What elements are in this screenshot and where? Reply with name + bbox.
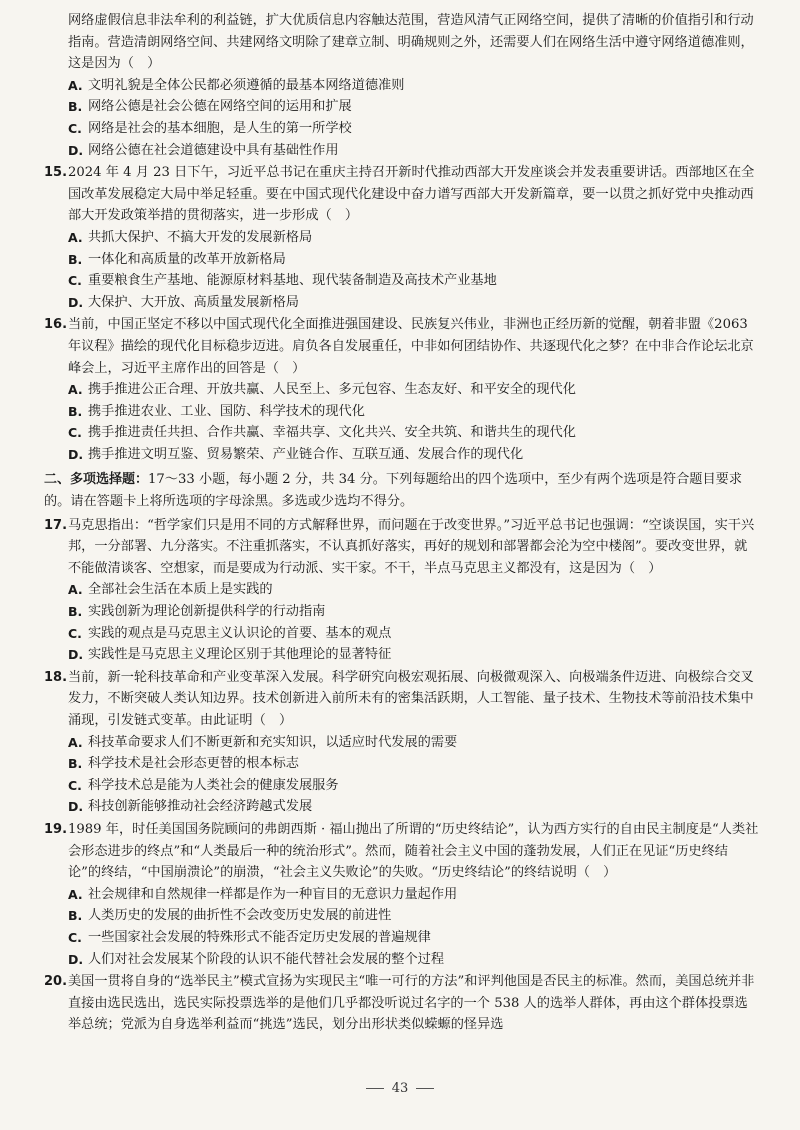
option-letter: C. — [68, 273, 82, 289]
option-text: 科技创新能够推动社会经济跨越式发展 — [88, 799, 313, 815]
question-15 — [44, 162, 760, 227]
question-14-stem: 网络虚假信息非法牟利的利益链，扩大优质信息内容触达范围，营造风清气正网络空间，提供了清晰的价值指引和行动指南。营造清朗网络空间、共建网络文明除了建章立制、明确规则之外，还需要人们在网络生活中遵守网络道德准则，这是因为（ ） — [68, 13, 754, 72]
option-letter: B. — [68, 403, 83, 419]
option-letter: D. — [68, 446, 84, 462]
question-stem: 当前，新一轮科技革命和产业变革深入发展。科学研究向极宏观拓展、向极微观深入、向极端条件迈进、向极综合交叉发力，不断突破人类认知边界。技术创新进入前所未有的密集活跃期，人工智能、量子技术、生物技术等前沿技术集中涌现，引发链式变革。由此证明（ ） — [68, 669, 754, 728]
option-c[interactable] — [68, 118, 760, 140]
option-text: 社会规律和自然规律一样都是作为一种盲目的无意识力量起作用 — [88, 886, 458, 902]
question-number: 16. — [44, 317, 68, 333]
option-text: 大保护、大开放、高质量发展新格局 — [88, 294, 299, 310]
option-a[interactable] — [68, 884, 760, 906]
question-17-options — [44, 579, 760, 665]
option-text: 携手推进责任共担、合作共赢、幸福共享、文化共兴、安全共筑、和谐共生的现代化 — [88, 425, 576, 441]
option-a[interactable] — [68, 75, 760, 97]
option-b[interactable] — [68, 96, 760, 118]
question-16-options — [44, 379, 760, 465]
question-15-options — [44, 227, 760, 313]
question-18 — [44, 667, 760, 732]
question-number: 19. — [44, 821, 68, 837]
option-letter: C. — [68, 777, 82, 793]
option-text: 携手推进农业、工业、国防、科学技术的现代化 — [88, 403, 365, 419]
option-letter: B. — [68, 908, 83, 924]
option-d[interactable] — [68, 949, 760, 971]
section-title: 二、多项选择题： — [44, 472, 149, 488]
option-d[interactable] — [68, 796, 760, 818]
option-text: 人类历史的发展的曲折性不会改变历史发展的前进性 — [88, 908, 392, 924]
option-d[interactable] — [68, 444, 760, 466]
question-19-options — [44, 884, 760, 970]
question-14-continuation — [44, 10, 760, 161]
option-letter: A. — [68, 582, 83, 598]
page-number-value: 43 — [391, 1081, 409, 1097]
option-letter: B. — [68, 99, 83, 115]
option-a[interactable] — [68, 379, 760, 401]
question-18-options — [44, 732, 760, 818]
question-stem: 马克思指出：“哲学家们只是用不同的方式解释世界，而问题在于改变世界。”习近平总书记也强调：“空谈误国，实干兴邦，一分部署、九分落实。不注重抓落实，不认真抓好落实，再好的规划和部署都会沦为空中楼阁”。要改变世界，就不能做清谈客、空想家，而是要成为行动派、实干家。不干，半点马克思主义都没有，这是因为（ ） — [68, 517, 755, 576]
option-text: 网络是社会的基本细胞，是人生的第一所学校 — [88, 120, 352, 136]
option-letter: B. — [68, 251, 83, 267]
question-17 — [44, 515, 760, 580]
option-letter: D. — [68, 799, 84, 815]
option-text: 科学技术是社会形态更替的根本标志 — [88, 756, 299, 772]
page-number — [0, 1078, 800, 1100]
option-text: 实践创新为理论创新提供科学的行动指南 — [88, 604, 326, 620]
question-stem: 2024 年 4 月 23 日下午，习近平总书记在重庆主持召开新时代推动西部大开发座谈会并发表重要讲话。西部地区在全国改革发展稳定大局中举足轻重。要在中国式现代化建设中奋力谱写西部大开发新篇章，要一以贯之抓好党中央推动西部大开发政策举措的贯彻落实，进一步形成（ ） — [68, 165, 755, 224]
question-19 — [44, 819, 760, 884]
option-b[interactable] — [68, 401, 760, 423]
option-letter: C. — [68, 120, 82, 136]
option-a[interactable] — [68, 579, 760, 601]
option-letter: D. — [68, 647, 84, 663]
page-number-dash-right — [416, 1088, 434, 1089]
option-b[interactable] — [68, 753, 760, 775]
question-stem: 当前，中国正坚定不移以中国式现代化全面推进强国建设、民族复兴伟业，非洲也正经历新的觉醒，朝着非盟《2063 年议程》描绘的现代化目标稳步迈进。肩负各自发展重任，中非如何团结协作、共逐现代化之梦？在中非合作论坛北京峰会上，习近平主席作出的回答是（ ） — [68, 317, 754, 376]
option-c[interactable] — [68, 927, 760, 949]
option-c[interactable] — [68, 775, 760, 797]
option-letter: B. — [68, 604, 83, 620]
option-text: 全部社会生活在本质上是实践的 — [88, 582, 273, 598]
option-text: 实践的观点是马克思主义认识论的首要、基本的观点 — [88, 625, 392, 641]
option-text: 科学技术总是能为人类社会的健康发展服务 — [88, 777, 339, 793]
page-number-dash-left — [366, 1088, 384, 1089]
option-text: 一体化和高质量的改革开放新格局 — [88, 251, 286, 267]
option-b[interactable] — [68, 905, 760, 927]
option-letter: A. — [68, 382, 83, 398]
option-text: 科技革命要求人们不断更新和充实知识，以适应时代发展的需要 — [88, 734, 458, 750]
option-text: 网络公德是社会公德在网络空间的运用和扩展 — [88, 99, 352, 115]
option-letter: B. — [68, 756, 83, 772]
question-number: 20. — [44, 974, 68, 990]
option-text: 共抓大保护、不搞大开发的发展新格局 — [88, 229, 313, 245]
option-text: 网络公德在社会道德建设中具有基础性作用 — [88, 142, 339, 158]
question-20 — [44, 971, 760, 1036]
option-text: 人们对社会发展某个阶段的认识不能代替社会发展的整个过程 — [88, 951, 445, 967]
section-instruction: 17～33 小题，每小题 2 分，共 34 分。下列每题给出的四个选项中，至少有两个选项是符合题目要求的。请在答题卡上将所选项的字母涂黑。多选或少选均不得分。 — [44, 472, 743, 510]
option-letter: A. — [68, 886, 83, 902]
question-number: 18. — [44, 669, 68, 685]
option-text: 携手推进公正合理、开放共赢、人民至上、多元包容、生态友好、和平安全的现代化 — [88, 382, 576, 398]
option-text: 携手推进文明互鉴、贸易繁荣、产业链合作、互联互通、发展合作的现代化 — [88, 446, 524, 462]
option-letter: C. — [68, 929, 82, 945]
option-d[interactable] — [68, 140, 760, 162]
question-number: 17. — [44, 517, 68, 533]
option-c[interactable] — [68, 422, 760, 444]
option-c[interactable] — [68, 623, 760, 645]
option-letter: A. — [68, 77, 83, 93]
question-number: 15. — [44, 165, 68, 181]
option-letter: C. — [68, 425, 82, 441]
question-stem: 美国一贯将自身的“选举民主”模式宣扬为实现民主“唯一可行的方法”和评判他国是否民主的标准。然而，美国总统并非直接由选民选出，选民实际投票选举的是他们几乎都没听说过名字的一个 538 人的选举人群体，再由这个群体投票选举总统；党派为自身选举利益而“挑选”选民，划分出形状类似蝾螈的怪异选 — [68, 974, 755, 1033]
option-b[interactable] — [68, 601, 760, 623]
option-c[interactable] — [68, 270, 760, 292]
option-a[interactable] — [68, 732, 760, 754]
question-stem: 1989 年，时任美国国务院顾问的弗朗西斯 · 福山抛出了所谓的“历史终结论”，认为西方实行的自由民主制度是“人类社会形态进步的终点”和“人类最后一种的统治形式”。然而，随着社会主义中国的蓬勃发展，人们正在见证“历史终结论”的终结，“中国崩溃论”的崩溃，“社会主义失败论”的失败。“历史终结论”的终结说明（ ） — [68, 821, 759, 881]
option-text: 实践性是马克思主义理论区别于其他理论的显著特征 — [88, 647, 392, 663]
option-letter: D. — [68, 294, 84, 310]
option-letter: D. — [68, 951, 84, 967]
option-d[interactable] — [68, 292, 760, 314]
option-d[interactable] — [68, 644, 760, 666]
option-text: 重要粮食生产基地、能源原材料基地、现代装备制造及高技术产业基地 — [88, 273, 497, 289]
option-text: 一些国家社会发展的特殊形式不能否定历史发展的普遍规律 — [88, 929, 431, 945]
option-text: 文明礼貌是全体公民都必须遵循的最基本网络道德准则 — [88, 77, 405, 93]
option-b[interactable] — [68, 249, 760, 271]
section-header-multiple-choice — [44, 469, 760, 512]
option-letter: D. — [68, 142, 84, 158]
question-16 — [44, 314, 760, 379]
option-letter: A. — [68, 734, 83, 750]
option-a[interactable] — [68, 227, 760, 249]
question-14-options — [68, 75, 760, 161]
option-letter: A. — [68, 229, 83, 245]
option-letter: C. — [68, 625, 82, 641]
